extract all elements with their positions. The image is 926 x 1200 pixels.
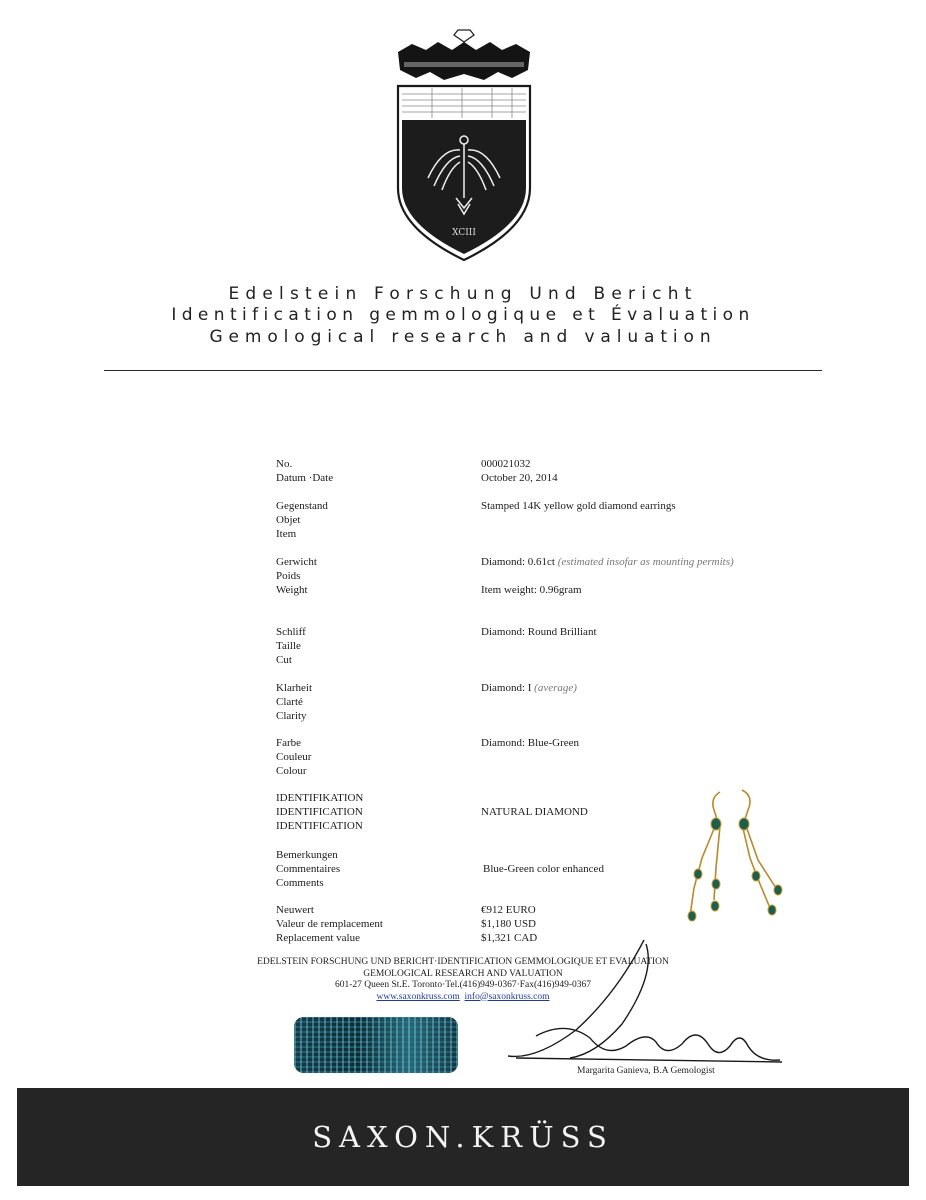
clarity-grade: Diamond: I — [481, 682, 532, 694]
field-label-item-en: Item — [276, 528, 297, 540]
field-label-value-en: Replacement value — [276, 932, 360, 944]
brand-wordmark: SAXON.KRÜSS — [312, 1120, 614, 1154]
crest-emblem-icon — [392, 28, 536, 264]
report-date: October 20, 2014 — [481, 472, 558, 484]
lab-address-block — [0, 957, 926, 1003]
website-link[interactable]: www.saxonkruss.com — [376, 991, 460, 1002]
lab-name-line: EDELSTEIN FORSCHUNG UND BERICHT·IDENTIFICATION GEMMOLOGIQUE ET EVALUATION — [257, 957, 669, 967]
clarity-note: (average) — [534, 682, 577, 694]
field-label-comments-de: Bemerkungen — [276, 849, 338, 861]
field-label-value-fr: Valeur de remplacement — [276, 918, 383, 930]
item-weight-value: Item weight: 0.96gram — [481, 584, 582, 596]
value-euro: €912 EURO — [481, 904, 536, 916]
field-label-date: Datum ·Date — [276, 472, 334, 484]
comments-value: Blue-Green color enhanced — [483, 863, 604, 875]
signature-scrawl-icon — [496, 934, 786, 1074]
report-number: 000021032 — [481, 458, 531, 470]
field-label-number: No. — [276, 458, 293, 470]
field-label-colour-fr: Couleur — [276, 751, 312, 763]
hologram-seal-icon — [294, 1017, 458, 1073]
lab-subtitle-line: GEMOLOGICAL RESEARCH AND VALUATION — [363, 968, 563, 979]
field-label-weight-de: Gerwicht — [276, 556, 317, 568]
identification-value: NATURAL DIAMOND — [481, 806, 588, 818]
header-line-german: Edelstein Forschung Und Bericht — [228, 284, 698, 304]
weight-value — [481, 555, 734, 569]
svg-text:XCIII: XCIII — [452, 228, 476, 238]
item-value: Stamped 14K yellow gold diamond earrings — [481, 500, 676, 512]
field-label-value-de: Neuwert — [276, 904, 314, 916]
field-label-identification-en: IDENTIFICATION — [276, 820, 363, 832]
colour-value: Diamond: Blue-Green — [481, 737, 580, 749]
field-label-clarity-fr: Clarté — [276, 696, 303, 708]
earring-photo — [680, 788, 795, 940]
cut-value: Diamond: Round Brilliant — [481, 626, 597, 638]
clarity-value — [481, 681, 577, 695]
header-line-english: Gemological research and valuation — [209, 327, 717, 347]
field-label-weight-fr: Poids — [276, 570, 301, 582]
field-label-comments-en: Comments — [276, 877, 324, 889]
weight-note: (estimated insofar as mounting permits) — [557, 556, 734, 568]
field-label-cut-de: Schliff — [276, 626, 306, 638]
field-label-clarity-de: Klarheit — [276, 682, 313, 694]
header-divider — [104, 370, 822, 371]
header-line-french: Identification gemmologique et Évaluation — [171, 305, 755, 325]
lab-links-line — [0, 992, 926, 1004]
field-label-identification-de: IDENTIFIKATION — [276, 792, 364, 804]
value-cad: $1,321 CAD — [481, 932, 538, 944]
weight-carat: Diamond: 0.61ct — [481, 556, 555, 568]
field-label-cut-fr: Taille — [276, 640, 301, 652]
gemologist-name: Margarita Ganieva, B.A Gemologist — [577, 1066, 715, 1076]
field-label-weight-en: Weight — [276, 584, 308, 596]
email-link[interactable]: info@saxonkruss.com — [464, 991, 550, 1002]
field-label-comments-fr: Commentaires — [276, 863, 341, 875]
field-label-clarity-en: Clarity — [276, 710, 307, 722]
lab-contact-line: 601-27 Queen St.E. Toronto·Tel.(416)949-0367·Fax(416)949-0367 — [334, 980, 591, 990]
field-label-identification-fr: IDENTIFICATION — [276, 806, 363, 818]
field-label-colour-en: Colour — [276, 765, 307, 777]
field-label-item-de: Gegenstand — [276, 500, 328, 512]
value-usd: $1,180 USD — [481, 918, 537, 930]
field-label-cut-en: Cut — [276, 654, 292, 666]
field-label-colour-de: Farbe — [276, 737, 302, 749]
field-label-item-fr: Objet — [276, 514, 301, 526]
